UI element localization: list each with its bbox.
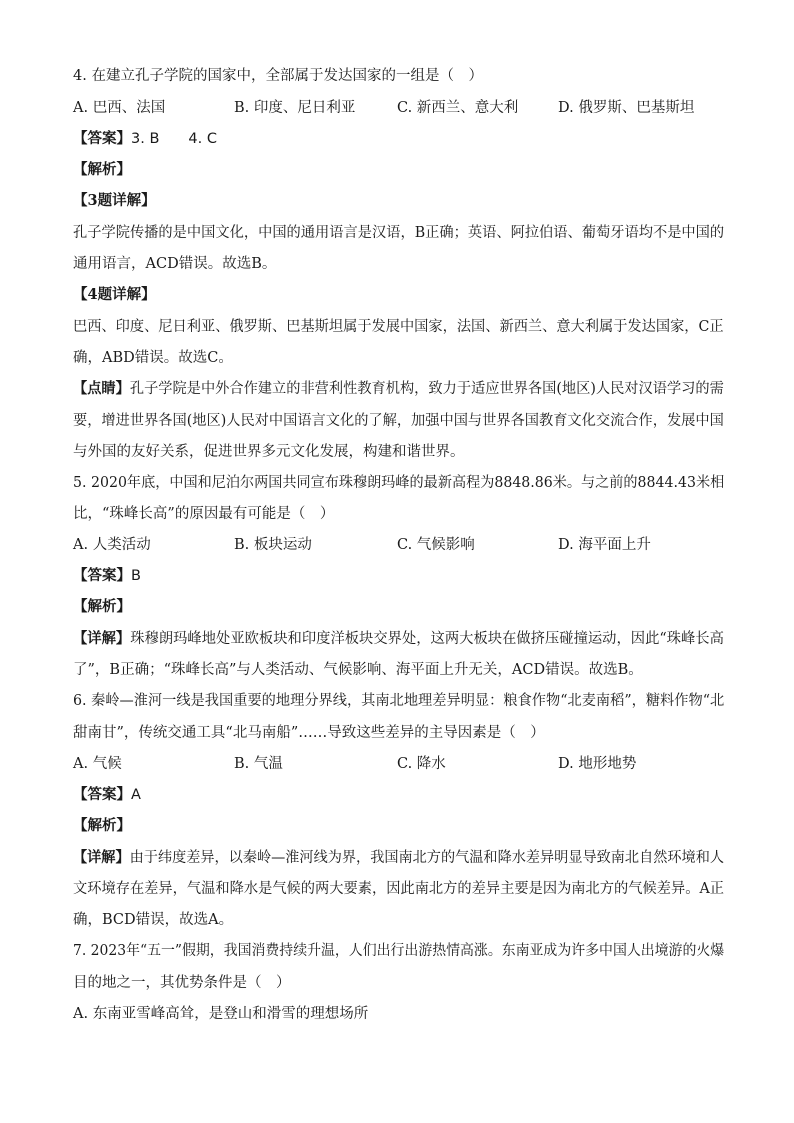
- q6-option-c: C. 降水: [397, 756, 446, 772]
- analysis-tag: 【解析】: [73, 161, 131, 178]
- q6-option-a: A. 气候: [73, 756, 122, 772]
- comment-line: 与外国的友好关系，促进世界多元文化发展，构建和谐世界。: [73, 444, 465, 460]
- q4-options: [0, 98, 794, 118]
- q4-option-d: D. 俄罗斯、巴基斯坦: [558, 100, 695, 116]
- q5-stem: 比，“珠峰长高”的原因最有可能是（ ）: [73, 506, 335, 522]
- detail-tag: 【详解】: [73, 630, 131, 647]
- q5-options: [0, 535, 794, 555]
- detail3-line: 孔子学院传播的是中国文化，中国的通用语言是汉语，B正确；英语、阿拉伯语、葡萄牙语均不是中国的: [73, 225, 725, 241]
- q4-option-c: C. 新西兰、意大利: [397, 100, 519, 116]
- detail4-line: 巴西、印度、尼日利亚、俄罗斯、巴基斯坦属于发展中国家，法国、新西兰、意大利属于发达国家，C正: [73, 319, 724, 335]
- q5-stem: 5. 2020年底，中国和尼泊尔两国共同宣布珠穆朗玛峰的最新高程为8848.86米。与之前的8844.43米相: [73, 475, 725, 491]
- detail3-tag: 【3题详解】: [73, 192, 156, 209]
- q6-detail-line: [73, 848, 724, 868]
- q6-detail-line: 确，BCD错误，故选A。: [73, 912, 234, 928]
- q5-detail-line: 了”，B正确；“珠峰长高”与人类活动、气候影响、海平面上升无关，ACD错误。故选B。: [73, 662, 643, 678]
- q6-analysis-tag: 【解析】: [73, 817, 131, 834]
- q5-option-b: B. 板块运动: [234, 537, 312, 553]
- q6-stem: 甜南甘”，传统交通工具“北马南船”……导致这些差异的主导因素是（ ）: [73, 725, 545, 741]
- q7-stem: 7. 2023年“五一”假期，我国消费持续升温，人们出行出游热情高涨。东南亚成为许多中国人出境游的火爆: [73, 943, 725, 959]
- comment-text: 孔子学院是中外合作建立的非营利性教育机构，致力于适应世界各国(地区)人民对汉语学习的需: [129, 381, 724, 397]
- comment-line: [73, 379, 724, 399]
- q6-option-d: D. 地形地势: [558, 756, 637, 772]
- detail-text: 珠穆朗玛峰地处亚欧板块和印度洋板块交界处，这两大板块在做挤压碰撞运动，因此“珠峰长高: [130, 631, 724, 647]
- answer-34: [73, 129, 217, 149]
- q5-option-d: D. 海平面上升: [558, 537, 651, 553]
- q6-answer: [73, 785, 141, 805]
- q6-option-b: B. 气温: [234, 756, 283, 772]
- q5-answer: [73, 566, 141, 586]
- q5-detail-line: [73, 629, 724, 649]
- q6-detail-line: 文环境存在差异，气温和降水是气候的两大要素，因此南北方的差异主要是因为南北方的气候差异。A正: [73, 881, 724, 897]
- q6-stem: 6. 秦岭—淮河一线是我国重要的地理分界线，其南北地理差异明显：粮食作物“北麦南稻”，糖料作物“北: [73, 693, 725, 709]
- answer-value: B: [131, 568, 141, 584]
- q5-analysis-tag: 【解析】: [73, 598, 131, 615]
- q6-options: [0, 754, 794, 774]
- comment-line: 要，增进世界各国(地区)人民对中国语言文化的了解，加强中国与世界各国教育文化交流合作，发展中国: [73, 413, 724, 429]
- detail4-tag: 【4题详解】: [73, 286, 156, 303]
- q7-stem: 目的地之一，其优势条件是（ ）: [73, 975, 291, 991]
- q4-option-a: A. 巴西、法国: [73, 100, 166, 116]
- detail4-line: 确，ABD错误。故选C。: [73, 350, 233, 366]
- answer-tag: 【答案】: [73, 130, 131, 147]
- answer-tag: 【答案】: [73, 786, 131, 803]
- q5-option-a: A. 人类活动: [73, 537, 151, 553]
- q5-option-c: C. 气候影响: [397, 537, 475, 553]
- answer-tag: 【答案】: [73, 567, 131, 584]
- q4-option-b: B. 印度、尼日利亚: [234, 100, 356, 116]
- detail3-line: 通用语言，ACD错误。故选B。: [73, 256, 277, 272]
- answer-value: 3. B 4. C: [131, 131, 217, 147]
- q7-option-a: A. 东南亚雪峰高耸，是登山和滑雪的理想场所: [73, 1006, 369, 1022]
- comment-tag: 【点睛】: [73, 380, 130, 397]
- detail-tag: 【详解】: [73, 849, 130, 866]
- q4-stem: 4. 在建立孔子学院的国家中，全部属于发达国家的一组是（ ）: [73, 68, 483, 84]
- detail-text: 由于纬度差异，以秦岭—淮河线为界，我国南北方的气温和降水差异明显导致南北自然环境和人: [129, 850, 724, 866]
- answer-value: A: [131, 787, 141, 803]
